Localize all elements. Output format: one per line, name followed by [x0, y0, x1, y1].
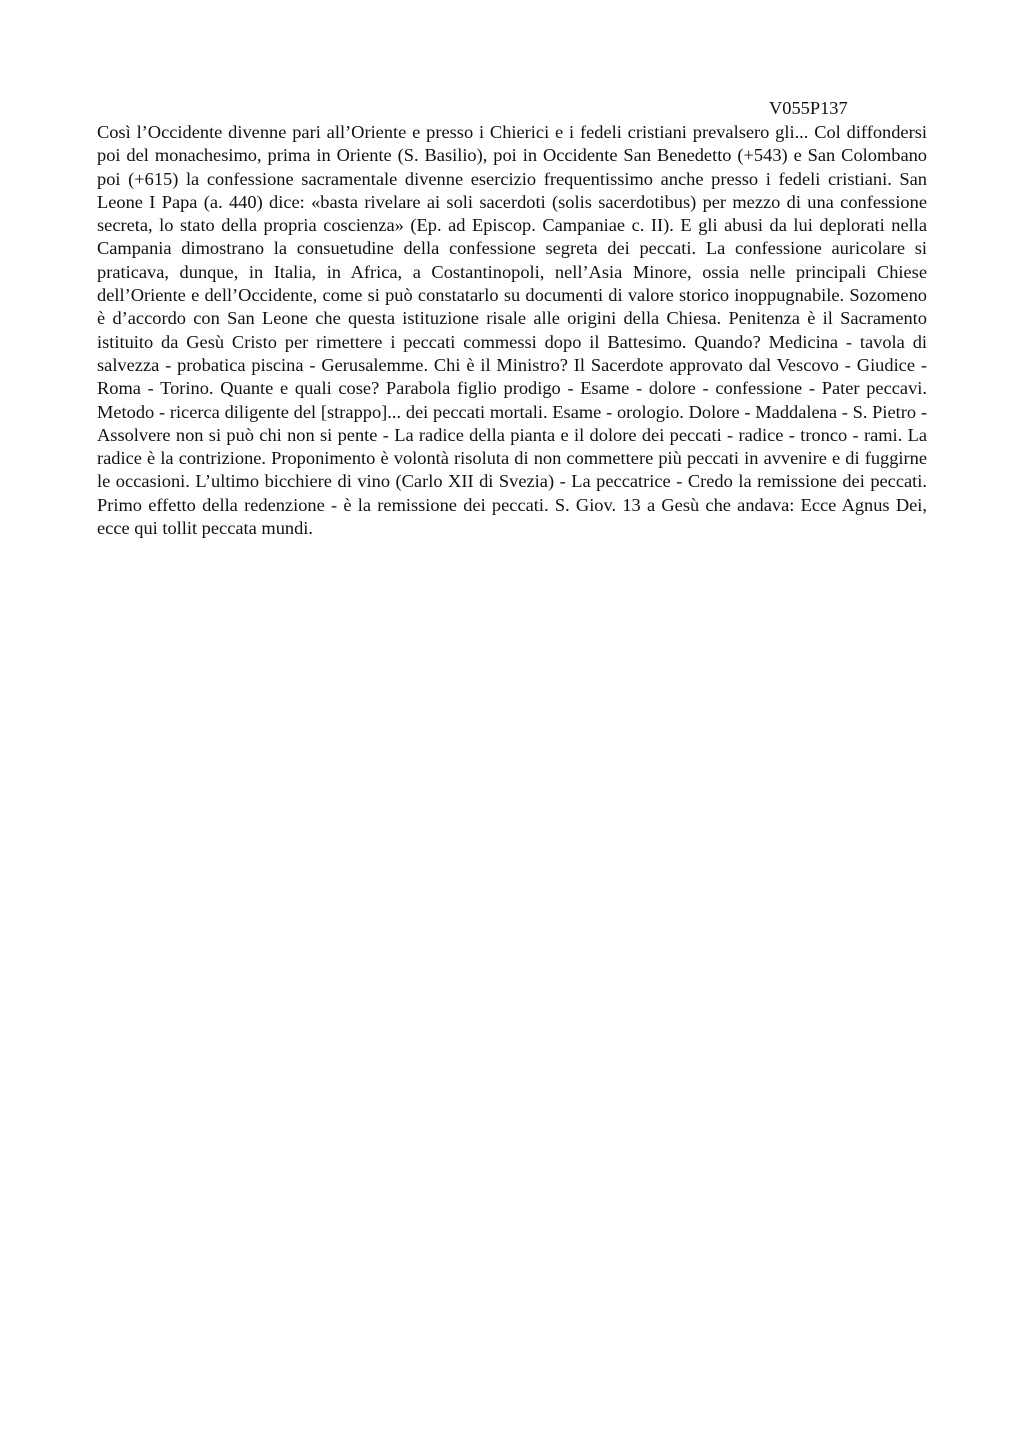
page-identifier: V055P137	[769, 98, 848, 118]
body-paragraph: Così l’Occidente divenne pari all’Oriente e presso i Chierici e i fedeli cristiani prevalsero gli... Col diffondersi poi del monachesimo, prima in Oriente (S. Basilio), poi in Occidente San Benedetto (+543) e San Colombano poi (+615) la confessione sacramentale divenne esercizio frequentissimo anche presso i fedeli cristiani. San Leone I Papa (a. 440) dice: «basta rivelare ai soli sacerdoti (solis sacerdotibus) per mezzo di una confessione secreta, lo stato della propria coscienza» (Ep. ad Episcop. Campaniae c. II). E gli abusi da lui deplorati nella Campania dimostrano la consuetudine della confessione segreta dei peccati. La confessione auricolare si praticava, dunque, in Italia, in Africa, a Costantinopoli, nell’Asia Minore, ossia nelle principali Chiese dell’Oriente e dell’Occidente, come si può constatarlo su documenti di valore storico inoppugnabile. Sozomeno è d’accordo con San Leone che questa istituzione risale alle origini della Chiesa. Penitenza è il Sacramento istituito da Gesù Cristo per rimettere i peccati commessi dopo il Battesimo. Quando? Medicina - tavola di salvezza - probatica piscina - Gerusalemme. Chi è il Ministro? Il Sacerdote approvato dal Vescovo - Giudice - Roma - Torino. Quante e quali cose? Parabola figlio prodigo - Esame - dolore - confessione - Pater peccavi. Metodo - ricerca diligente del [strappo]... dei peccati mortali. Esame - orologio. Dolore - Maddalena - S. Pietro - Assolvere non si può chi non si pente - La radice della pianta e il dolore dei peccati - radice - tronco - rami. La radice è la contrizione. Proponimento è volontà risoluta di non commettere più peccati in avvenire e di fuggirne le occasioni. L’ultimo bicchiere di vino (Carlo XII di Svezia) - La peccatrice - Credo la remissione dei peccati. Primo effetto della redenzione - è la remissione dei peccati. S. Giov. 13 a Gesù che andava: Ecce Agnus Dei, ecce qui tollit peccata mundi.	[97, 122, 927, 539]
